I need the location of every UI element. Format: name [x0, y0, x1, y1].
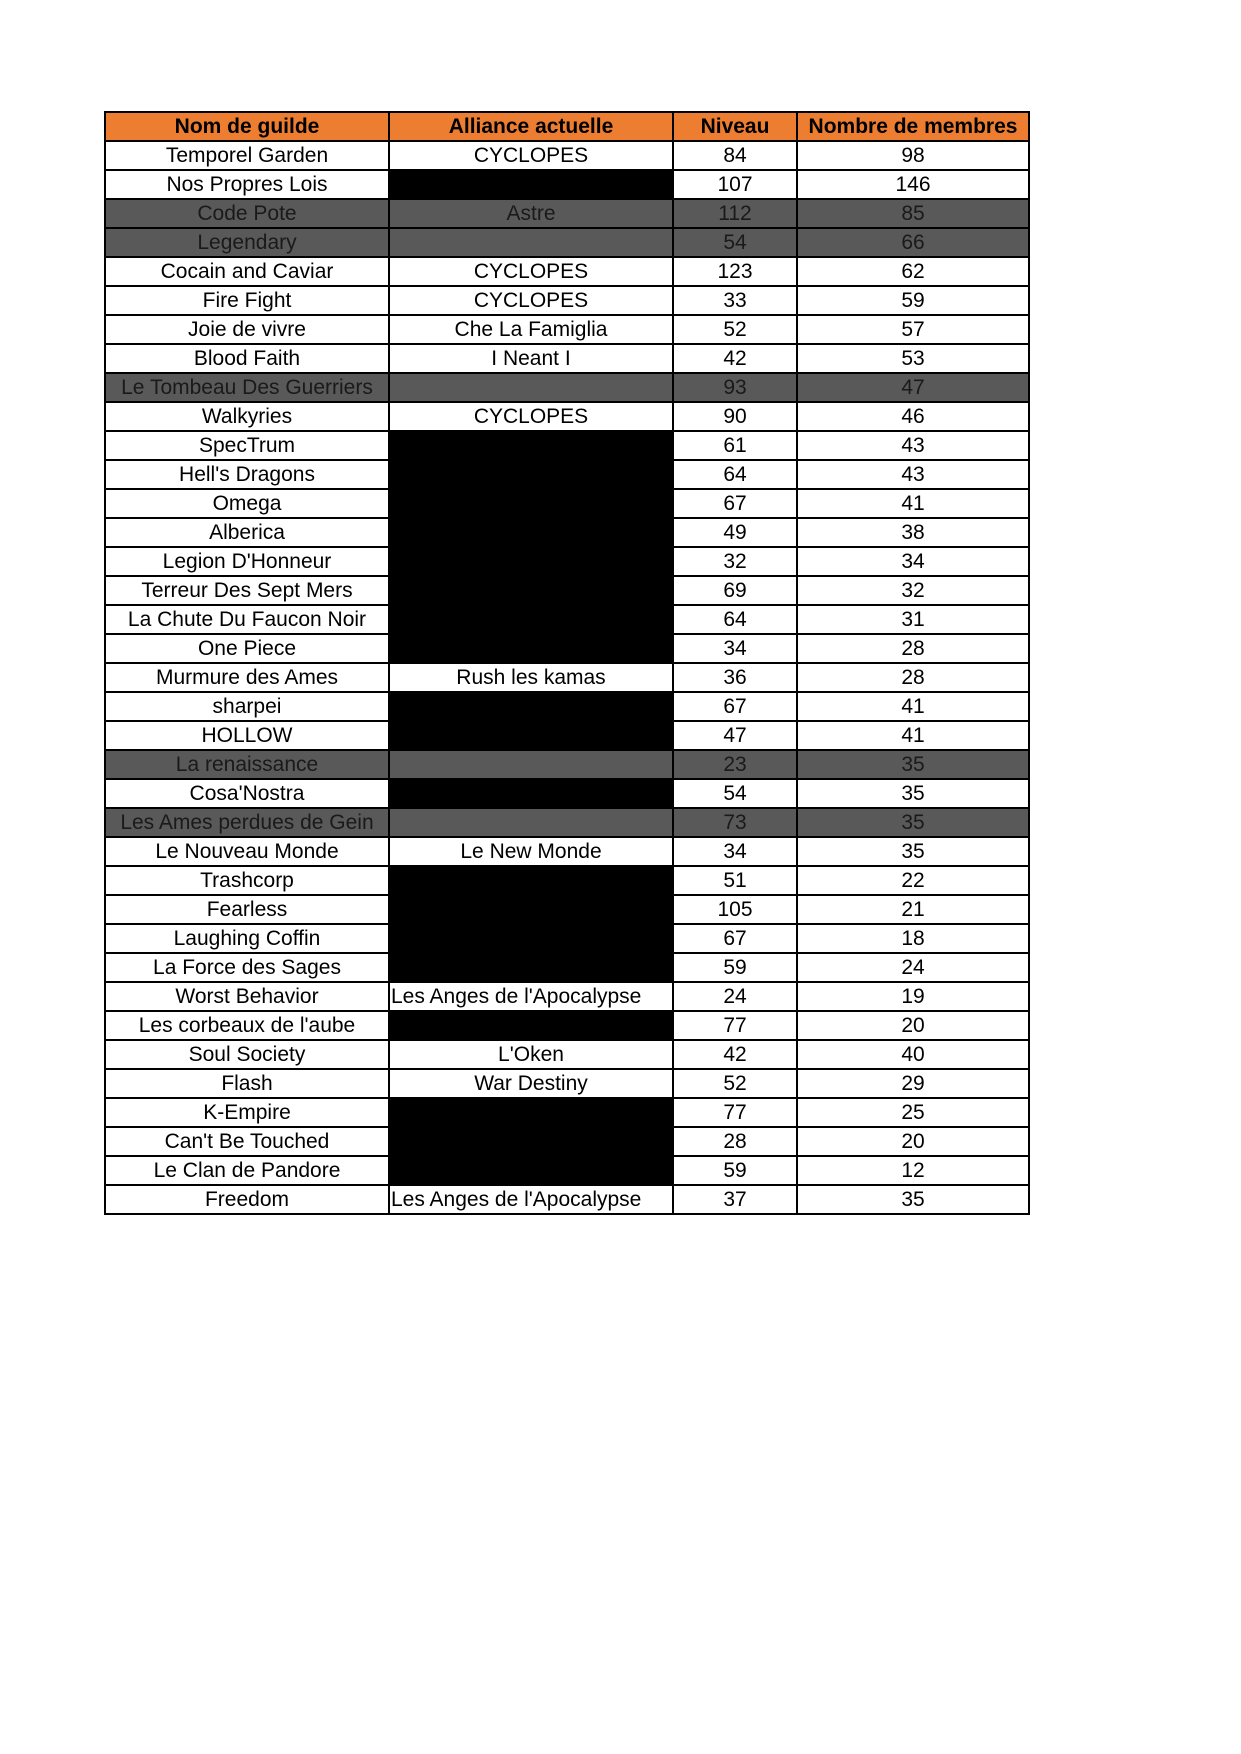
members-cell: 38	[797, 518, 1029, 547]
members-cell: 31	[797, 605, 1029, 634]
guild-name-cell: sharpei	[105, 692, 389, 721]
table-row	[105, 634, 1029, 663]
table-row	[105, 1011, 1029, 1040]
table-row	[105, 1098, 1029, 1127]
alliance-cell	[389, 170, 673, 199]
level-cell: 37	[673, 1185, 797, 1214]
table-row	[105, 141, 1029, 170]
level-cell: 84	[673, 141, 797, 170]
members-cell: 20	[797, 1127, 1029, 1156]
table-row	[105, 1069, 1029, 1098]
guild-name-cell: Nos Propres Lois	[105, 170, 389, 199]
table-row	[105, 286, 1029, 315]
alliance-cell: L'Oken	[389, 1040, 673, 1069]
table-row	[105, 866, 1029, 895]
alliance-cell: CYCLOPES	[389, 257, 673, 286]
members-cell: 40	[797, 1040, 1029, 1069]
alliance-cell	[389, 605, 673, 634]
members-cell: 35	[797, 750, 1029, 779]
alliance-cell	[389, 1011, 673, 1040]
members-cell: 35	[797, 779, 1029, 808]
level-cell: 123	[673, 257, 797, 286]
guild-name-cell: K-Empire	[105, 1098, 389, 1127]
table-row	[105, 895, 1029, 924]
members-cell: 43	[797, 460, 1029, 489]
level-cell: 61	[673, 431, 797, 460]
guild-name-cell: Freedom	[105, 1185, 389, 1214]
members-cell: 25	[797, 1098, 1029, 1127]
members-cell: 12	[797, 1156, 1029, 1185]
level-cell: 34	[673, 837, 797, 866]
level-cell: 93	[673, 373, 797, 402]
guild-name-cell: Joie de vivre	[105, 315, 389, 344]
guild-name-cell: Cocain and Caviar	[105, 257, 389, 286]
header-members: Nombre de membres	[797, 112, 1029, 141]
table-row	[105, 460, 1029, 489]
level-cell: 59	[673, 1156, 797, 1185]
guild-name-cell: Soul Society	[105, 1040, 389, 1069]
guild-name-cell: Trashcorp	[105, 866, 389, 895]
alliance-cell: Astre	[389, 199, 673, 228]
members-cell: 22	[797, 866, 1029, 895]
level-cell: 23	[673, 750, 797, 779]
alliance-cell: Les Anges de l'Apocalypse	[389, 1185, 673, 1214]
members-cell: 28	[797, 634, 1029, 663]
guild-name-cell: Temporel Garden	[105, 141, 389, 170]
guild-name-cell: Blood Faith	[105, 344, 389, 373]
table-row	[105, 228, 1029, 257]
level-cell: 105	[673, 895, 797, 924]
table-row	[105, 402, 1029, 431]
alliance-cell	[389, 489, 673, 518]
alliance-cell	[389, 228, 673, 257]
table-row	[105, 837, 1029, 866]
guild-name-cell: Legendary	[105, 228, 389, 257]
members-cell: 28	[797, 663, 1029, 692]
level-cell: 42	[673, 344, 797, 373]
members-cell: 46	[797, 402, 1029, 431]
alliance-cell: I Neant I	[389, 344, 673, 373]
guild-name-cell: La renaissance	[105, 750, 389, 779]
alliance-cell	[389, 750, 673, 779]
alliance-cell	[389, 866, 673, 895]
table-row	[105, 199, 1029, 228]
table-row	[105, 721, 1029, 750]
table-row	[105, 1127, 1029, 1156]
level-cell: 67	[673, 489, 797, 518]
guild-name-cell: Alberica	[105, 518, 389, 547]
header-level: Niveau	[673, 112, 797, 141]
level-cell: 52	[673, 315, 797, 344]
alliance-cell	[389, 1098, 673, 1127]
guild-name-cell: Les Ames perdues de Gein	[105, 808, 389, 837]
level-cell: 33	[673, 286, 797, 315]
table-row	[105, 518, 1029, 547]
level-cell: 49	[673, 518, 797, 547]
guild-name-cell: One Piece	[105, 634, 389, 663]
guild-name-cell: Le Clan de Pandore	[105, 1156, 389, 1185]
guild-name-cell: Hell's Dragons	[105, 460, 389, 489]
alliance-cell: CYCLOPES	[389, 402, 673, 431]
members-cell: 98	[797, 141, 1029, 170]
alliance-cell: CYCLOPES	[389, 286, 673, 315]
alliance-cell	[389, 634, 673, 663]
header-alliance: Alliance actuelle	[389, 112, 673, 141]
level-cell: 90	[673, 402, 797, 431]
alliance-cell	[389, 518, 673, 547]
table-row	[105, 344, 1029, 373]
table-row	[105, 808, 1029, 837]
guild-name-cell: La Chute Du Faucon Noir	[105, 605, 389, 634]
guild-name-cell: Fire Fight	[105, 286, 389, 315]
members-cell: 20	[797, 1011, 1029, 1040]
level-cell: 32	[673, 547, 797, 576]
level-cell: 47	[673, 721, 797, 750]
members-cell: 35	[797, 808, 1029, 837]
members-cell: 59	[797, 286, 1029, 315]
level-cell: 52	[673, 1069, 797, 1098]
members-cell: 53	[797, 344, 1029, 373]
members-cell: 62	[797, 257, 1029, 286]
level-cell: 34	[673, 634, 797, 663]
header-guild-name: Nom de guilde	[105, 112, 389, 141]
alliance-cell	[389, 576, 673, 605]
table-row	[105, 170, 1029, 199]
guild-name-cell: Code Pote	[105, 199, 389, 228]
members-cell: 57	[797, 315, 1029, 344]
guild-name-cell: Omega	[105, 489, 389, 518]
alliance-cell: Les Anges de l'Apocalypse	[389, 982, 673, 1011]
alliance-cell: Che La Famiglia	[389, 315, 673, 344]
alliance-cell: Le New Monde	[389, 837, 673, 866]
guild-name-cell: Walkyries	[105, 402, 389, 431]
members-cell: 19	[797, 982, 1029, 1011]
table-row	[105, 750, 1029, 779]
guild-name-cell: Le Tombeau Des Guerriers	[105, 373, 389, 402]
table-row	[105, 257, 1029, 286]
header-row	[105, 112, 1029, 141]
alliance-cell	[389, 779, 673, 808]
guild-name-cell: HOLLOW	[105, 721, 389, 750]
guild-name-cell: Fearless	[105, 895, 389, 924]
table-row	[105, 924, 1029, 953]
alliance-cell: Rush les kamas	[389, 663, 673, 692]
members-cell: 85	[797, 199, 1029, 228]
table-row	[105, 663, 1029, 692]
level-cell: 77	[673, 1011, 797, 1040]
level-cell: 42	[673, 1040, 797, 1069]
alliance-cell	[389, 924, 673, 953]
guild-name-cell: SpecTrum	[105, 431, 389, 460]
table-row	[105, 692, 1029, 721]
guild-name-cell: Cosa'Nostra	[105, 779, 389, 808]
alliance-cell	[389, 1156, 673, 1185]
members-cell: 24	[797, 953, 1029, 982]
guild-table	[104, 111, 1030, 1215]
level-cell: 112	[673, 199, 797, 228]
alliance-cell	[389, 953, 673, 982]
members-cell: 18	[797, 924, 1029, 953]
alliance-cell: War Destiny	[389, 1069, 673, 1098]
members-cell: 47	[797, 373, 1029, 402]
level-cell: 51	[673, 866, 797, 895]
table-row	[105, 605, 1029, 634]
members-cell: 66	[797, 228, 1029, 257]
table-row	[105, 1156, 1029, 1185]
guild-name-cell: Flash	[105, 1069, 389, 1098]
alliance-cell	[389, 895, 673, 924]
table-row	[105, 431, 1029, 460]
table-row	[105, 1040, 1029, 1069]
members-cell: 43	[797, 431, 1029, 460]
level-cell: 69	[673, 576, 797, 605]
table-row	[105, 953, 1029, 982]
level-cell: 73	[673, 808, 797, 837]
guild-name-cell: La Force des Sages	[105, 953, 389, 982]
members-cell: 41	[797, 721, 1029, 750]
alliance-cell	[389, 692, 673, 721]
alliance-cell	[389, 808, 673, 837]
level-cell: 77	[673, 1098, 797, 1127]
alliance-cell	[389, 1127, 673, 1156]
guild-name-cell: Worst Behavior	[105, 982, 389, 1011]
level-cell: 54	[673, 228, 797, 257]
members-cell: 32	[797, 576, 1029, 605]
level-cell: 59	[673, 953, 797, 982]
guild-name-cell: Murmure des Ames	[105, 663, 389, 692]
table-row	[105, 779, 1029, 808]
level-cell: 24	[673, 982, 797, 1011]
members-cell: 146	[797, 170, 1029, 199]
alliance-cell: CYCLOPES	[389, 141, 673, 170]
level-cell: 28	[673, 1127, 797, 1156]
members-cell: 34	[797, 547, 1029, 576]
level-cell: 54	[673, 779, 797, 808]
alliance-cell	[389, 431, 673, 460]
guild-name-cell: Laughing Coffin	[105, 924, 389, 953]
level-cell: 64	[673, 460, 797, 489]
members-cell: 21	[797, 895, 1029, 924]
members-cell: 35	[797, 1185, 1029, 1214]
table-row	[105, 547, 1029, 576]
level-cell: 67	[673, 692, 797, 721]
level-cell: 67	[673, 924, 797, 953]
table-row	[105, 315, 1029, 344]
alliance-cell	[389, 460, 673, 489]
table-row	[105, 982, 1029, 1011]
guild-name-cell: Legion D'Honneur	[105, 547, 389, 576]
members-cell: 29	[797, 1069, 1029, 1098]
alliance-cell	[389, 547, 673, 576]
table-row	[105, 576, 1029, 605]
guild-name-cell: Le Nouveau Monde	[105, 837, 389, 866]
alliance-cell	[389, 721, 673, 750]
members-cell: 35	[797, 837, 1029, 866]
level-cell: 107	[673, 170, 797, 199]
alliance-cell	[389, 373, 673, 402]
table-row	[105, 1185, 1029, 1214]
members-cell: 41	[797, 692, 1029, 721]
level-cell: 36	[673, 663, 797, 692]
level-cell: 64	[673, 605, 797, 634]
guild-name-cell: Can't Be Touched	[105, 1127, 389, 1156]
members-cell: 41	[797, 489, 1029, 518]
table-row	[105, 373, 1029, 402]
guild-name-cell: Terreur Des Sept Mers	[105, 576, 389, 605]
guild-name-cell: Les corbeaux de l'aube	[105, 1011, 389, 1040]
table-row	[105, 489, 1029, 518]
